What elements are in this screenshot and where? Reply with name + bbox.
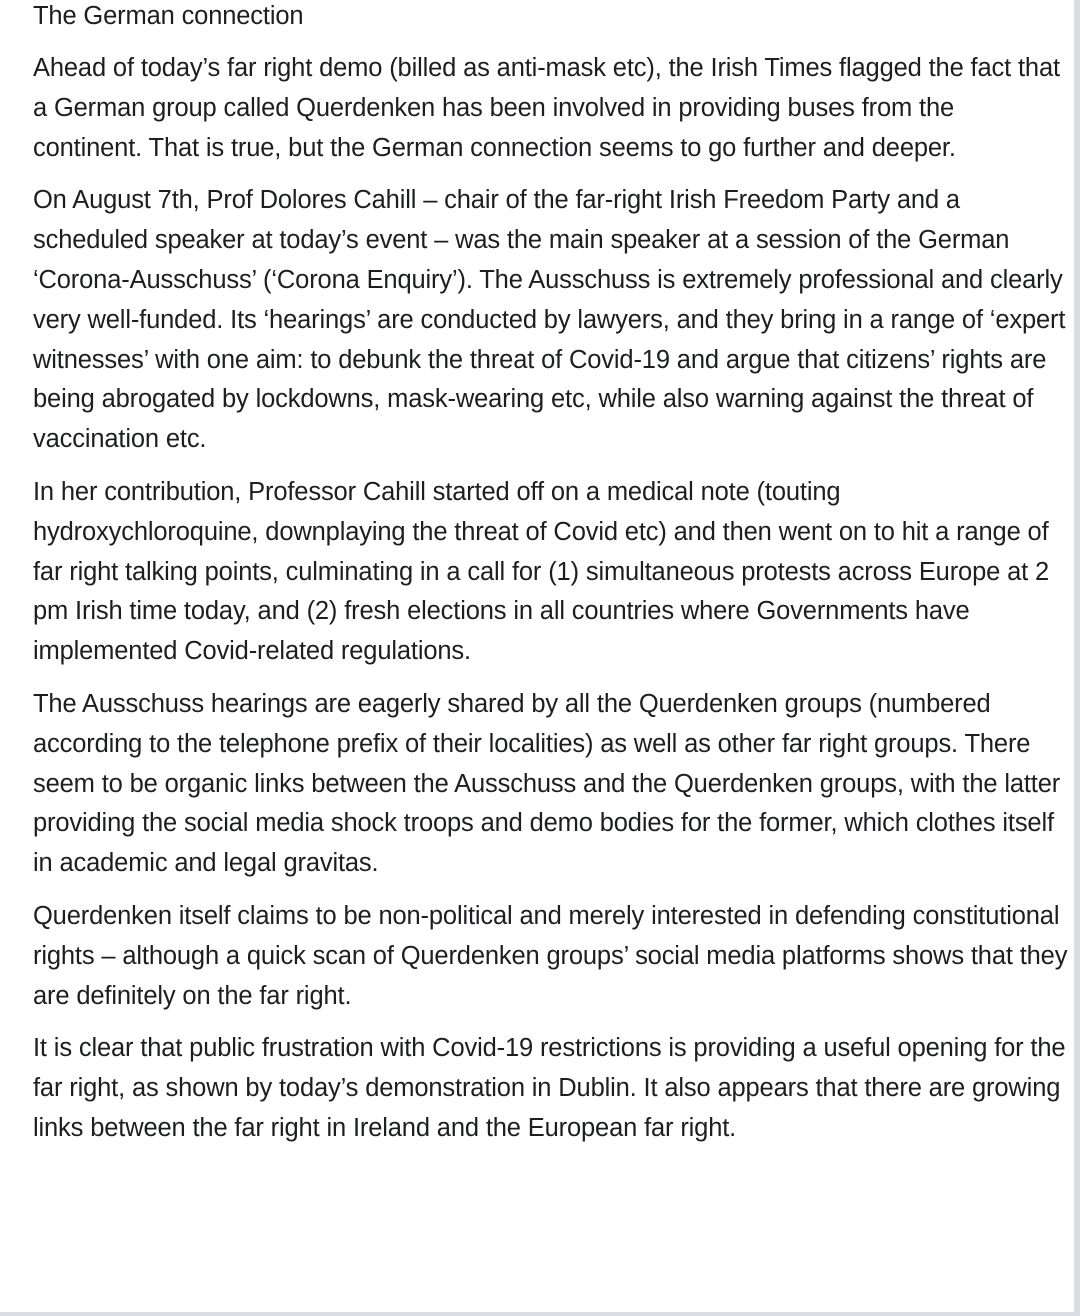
post-heading: The German connection bbox=[33, 2, 304, 30]
paragraph-querdenken: Querdenken itself claims to be non-political and merely interested in defending constitutional rights – although a quick scan of Querdenken groups’ social media platforms shows that they are definitely on the far right. bbox=[33, 901, 1068, 1010]
paragraph-cahill-session: On August 7th, Prof Dolores Cahill – chair of the far-right Irish Freedom Party and a scheduled speaker at today’s event – was the main speaker at a session of the German ‘Corona-Ausschuss’ (‘Corona Enquiry’). The Ausschuss is extremely professional and clearly very well-funded. Its ‘hearings’ are conducted by lawyers, and they bring in a range of ‘expert witnesses’ with one aim: to debunk the threat of Covid-19 and argue that citizens’ rights are being abrogated by lockdowns, mask-wearing etc, while also warning against the threat of vaccination etc. bbox=[33, 186, 1066, 454]
paragraph-contribution: In her contribution, Professor Cahill started off on a medical note (touting hydroxychloroquine, downplaying the threat of Covid etc) and then went on to hit a range of far right talking points, culminating in a call for (1) simultaneous protests across Europe at 2 pm Irish time today, and (2) fresh elections in all countries where Governments have implemented Covid-related regulations. bbox=[33, 477, 1050, 666]
paragraph-intro: Ahead of today’s far right demo (billed as anti-mask etc), the Irish Times flagged the fact that a German group called Querdenken has been involved in providing buses from the continent. That is true, but the German connection seems to go further and deeper. bbox=[33, 54, 1060, 162]
post-body bbox=[33, 0, 1068, 1149]
paragraph-conclusion: It is clear that public frustration with Covid-19 restrictions is providing a useful opening for the far right, as shown by today’s demonstration in Dublin. It also appears that there are growing links between the far right in Ireland and the European far right. bbox=[33, 1034, 1066, 1142]
paragraph-ausschuss-links: The Ausschuss hearings are eagerly shared by all the Querdenken groups (numbered according to the telephone prefix of their localities) as well as other far right groups. There seem to be organic links between the Ausschuss and the Querdenken groups, with the latter providing the social media shock troops and demo bodies for the former, which clothes itself in academic and legal gravitas. bbox=[33, 689, 1061, 878]
